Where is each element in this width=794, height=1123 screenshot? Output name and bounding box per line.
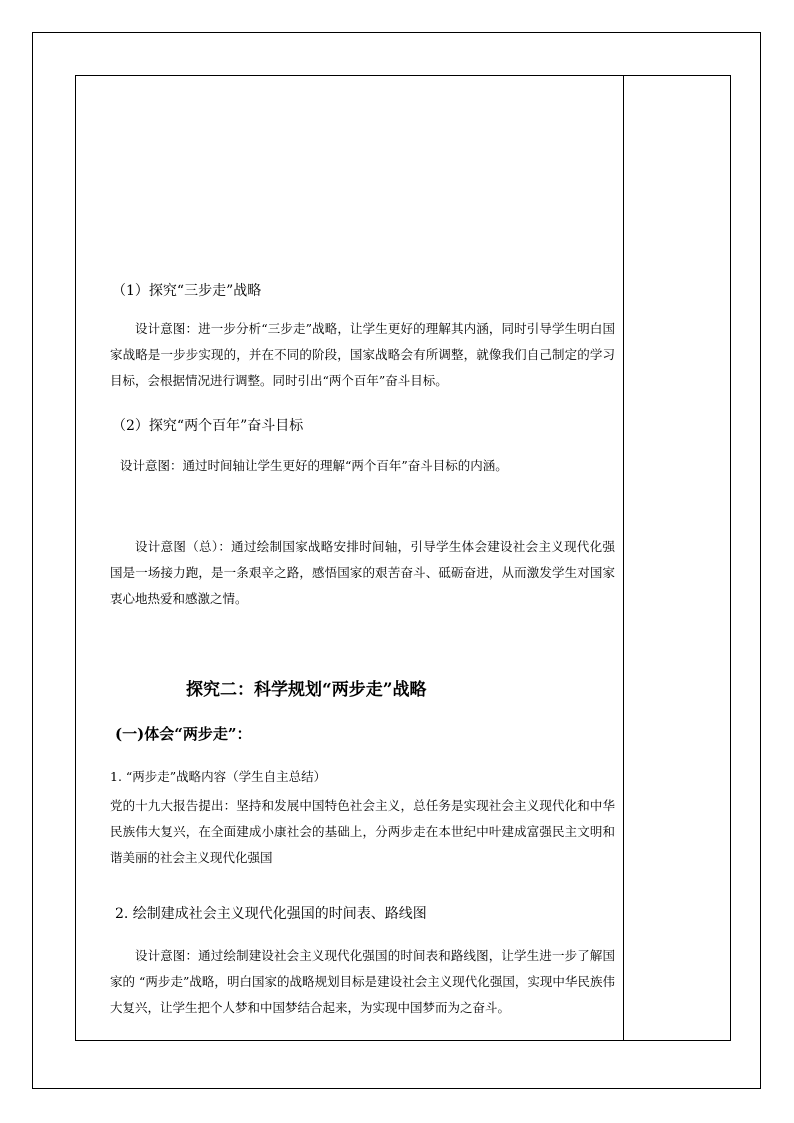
step1-title: 1. “两步走”战略内容（学生自主总结） — [110, 769, 327, 784]
summary-design-intent: 设计意图（总）：通过绘制国家战略安排时间轴，引导学生体会建设社会主义现代化强国是一场接力跑，是一条艰辛之路，感悟国家的艰苦奋斗、砥砺奋进，从而激发学生对国家衷心地热爱和感激之情。 — [110, 539, 615, 606]
step2-title: 2. 绘制建成社会主义现代化强国的时间表、路线图 — [115, 906, 427, 922]
section2-title: 探究二：科学规划“两步走”战略 — [186, 680, 427, 700]
step1-content: 党的十九大报告提出：坚持和发展中国特色社会主义，总任务是实现社会主义现代化和中华民族伟大复兴，在全面建成小康社会的基础上，分两步走在本世纪中叶建成富强民主文明和谐美丽的社会主义现代化强国 — [110, 798, 615, 865]
step2-design-intent: 设计意图：通过绘制建设社会主义现代化强国的时间表和路线图，让学生进一步了解国家的 “两步走”战略，明白国家的战略规划目标是建设社会主义现代化强国，实现中华民族伟大复兴，让学生把个人梦和中国梦结合起来，为实现中国梦而为之奋斗。 — [110, 948, 615, 1015]
subsection1-title: (一)体会“两步走”： — [115, 725, 252, 743]
table-column-divider — [623, 75, 624, 1041]
item2-design-intent: 设计意图：通过时间轴让学生更好的理解“两个百年”奋斗目标的内涵。 — [120, 458, 508, 473]
item1-design-intent: 设计意图：进一步分析“三步走”战略，让学生更好的理解其内涵，同时引导学生明白国家战略是一步步实现的，并在不同的阶段，国家战略会有所调整，就像我们自己制定的学习目标，会根据情况进行调整。同时引出“两个百年”奋斗目标。 — [110, 321, 615, 388]
item1-title: （1）探究“三步走”战略 — [112, 283, 262, 299]
item2-title: （2）探究“两个百年”奋斗目标 — [112, 418, 304, 434]
